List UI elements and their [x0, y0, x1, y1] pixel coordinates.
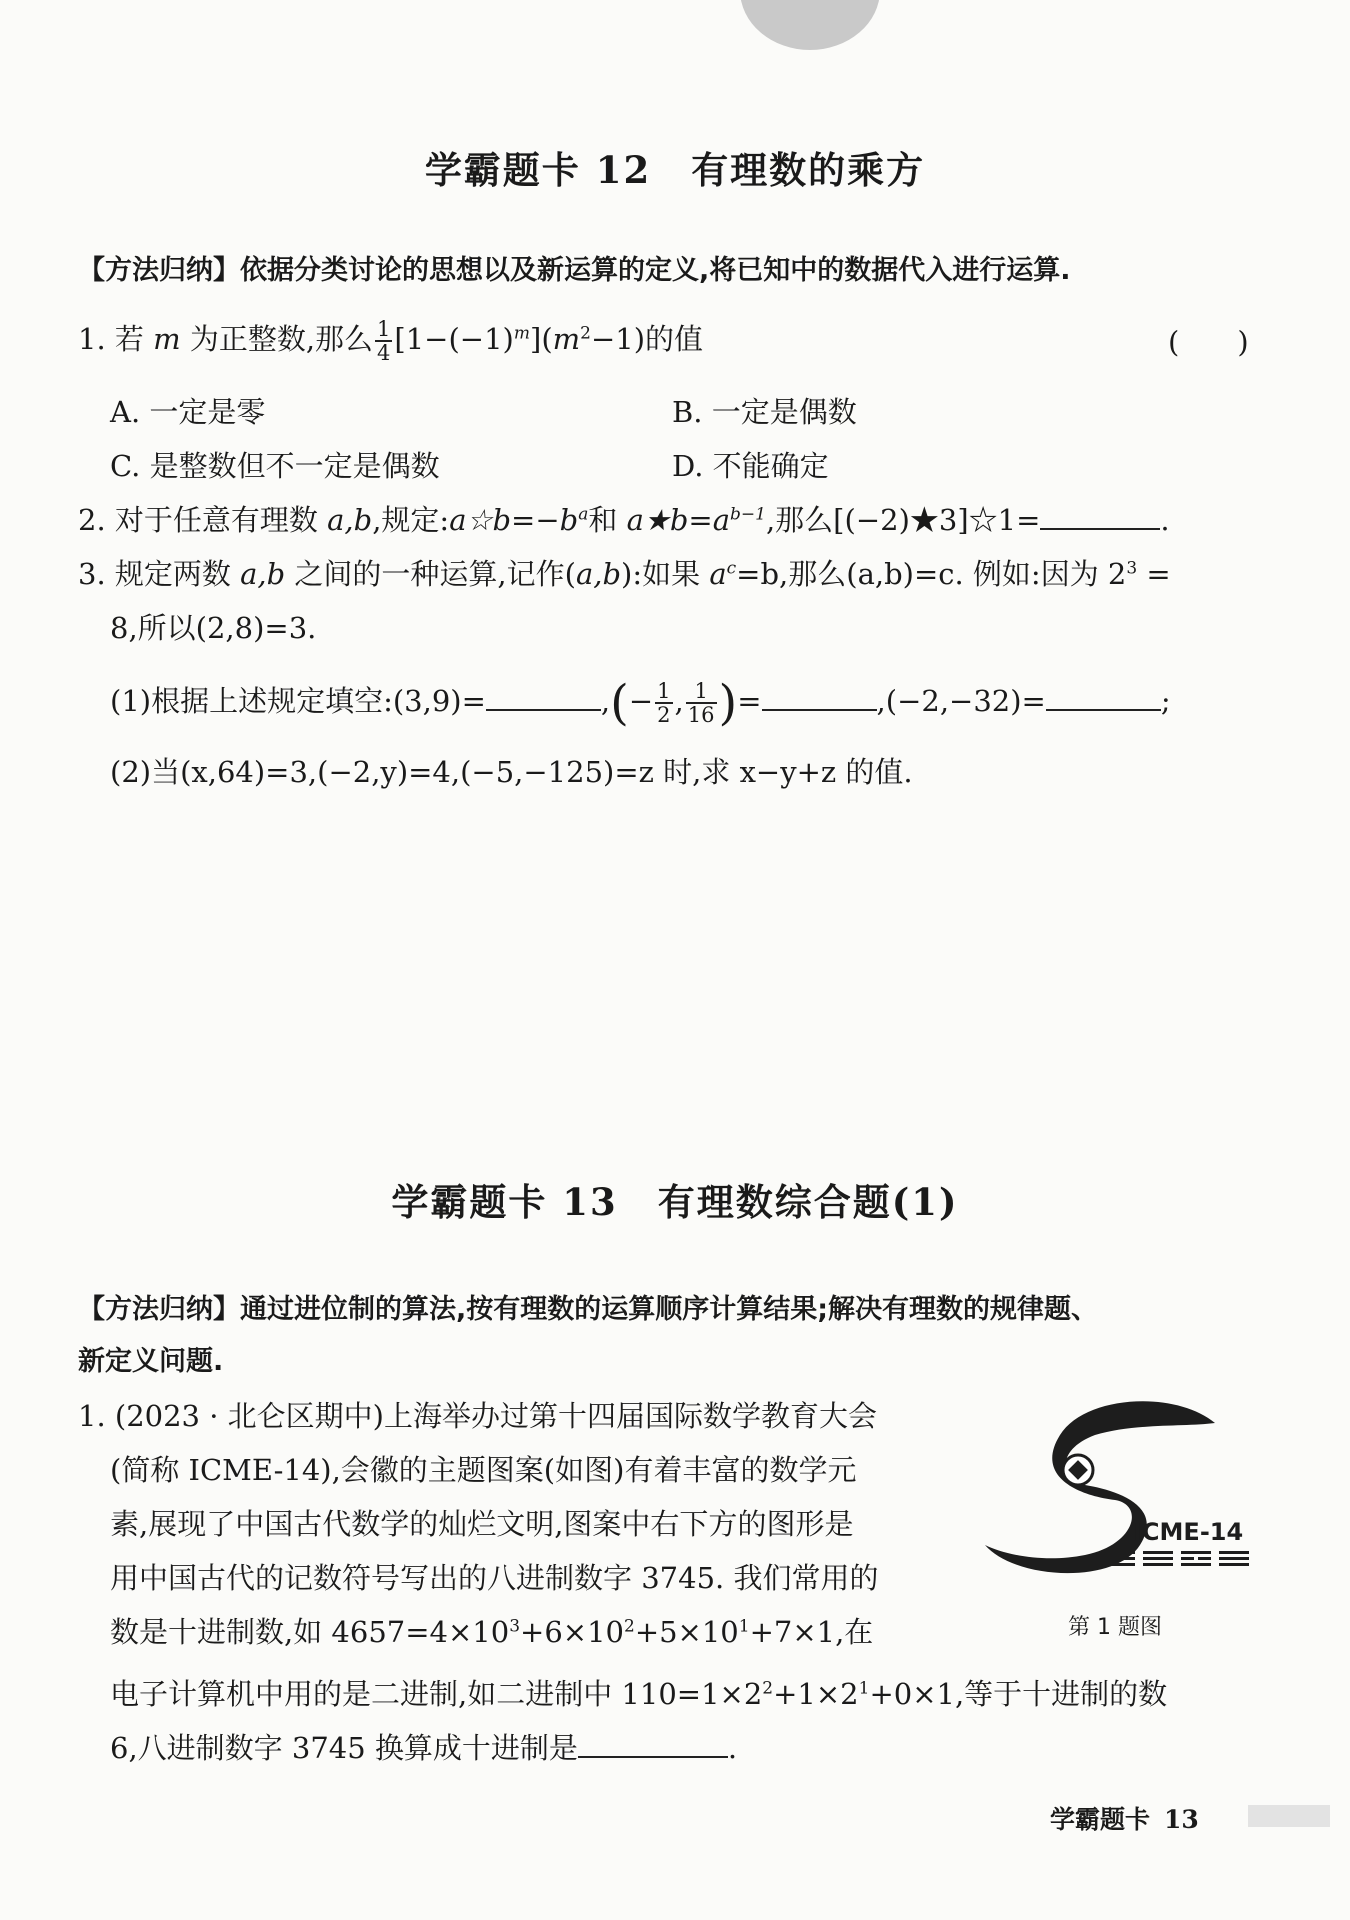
card13-method-line1: 【方法归纳】通过进位制的算法,按有理数的运算顺序计算结果;解决有理数的规律题、: [78, 1294, 1099, 1325]
option-a: A. 一定是零: [110, 395, 266, 429]
card13-title-sub: 有理数综合题(1): [657, 1180, 959, 1224]
fraction-half: $\frac{1}{2}$: [657, 679, 671, 727]
card13-q1-l1: 1. (2023 · 北仑区期中)上海举办过第十四届国际数学教育大会: [78, 1399, 877, 1433]
fraction-quarter: $\frac{1}{4}$: [377, 317, 391, 365]
card12-q3-line1: 3. 规定两数 a,b 之间的一种运算,记作(a,b):如果 $a^c=b$,那么(a,b)=c. 例如:因为 $2^3$ =: [78, 557, 1171, 591]
card12-title-sub: 有理数的乘方: [691, 148, 926, 192]
q1-answer-blank: [578, 1730, 728, 1758]
logo-swirl: [985, 1401, 1215, 1573]
page-footer: [1050, 1800, 1199, 1836]
card12-method: [78, 249, 1071, 291]
card13-q1-l2: (简称 ICME-14),会徽的主题图案(如图)有着丰富的数学元: [110, 1453, 857, 1487]
footer-decor-bar: [1248, 1805, 1330, 1827]
card13-method-line2: 新定义问题.: [78, 1346, 224, 1377]
card13-title: [0, 1172, 1350, 1226]
q2-answer-blank: [1040, 502, 1160, 530]
footer-label: 学霸题卡: [1050, 1805, 1151, 1834]
card13-q1-l4: 用中国古代的记数符号写出的八进制数字 3745. 我们常用的: [110, 1561, 879, 1595]
card12-q2: 2. 对于任意有理数 a,b,规定$:a☆b=-b^a$和 $a★b=a^{b-1}$,那么[(−2)★3]☆1= .: [78, 503, 1170, 537]
sub1-blank-1: [486, 683, 601, 711]
card13-q1-l5: 数是十进制数,如 $4657=4\times 10^3+6\times 10^2+5\times 10^1+7\times 1$,在: [110, 1615, 874, 1649]
option-c: C. 是整数但不一定是偶数: [110, 449, 440, 483]
fraction-sixteenth: $\frac{1}{16}$: [687, 679, 715, 727]
card12-q3-line2: 8,所以(2,8)=3.: [110, 611, 317, 645]
logo-text: ICME-14: [1133, 1518, 1244, 1546]
card12-title-main: 学霸题卡 12: [424, 148, 652, 192]
card13-q1-l3: 素,展现了中国古代数学的灿烂文明,图案中右下方的图形是: [110, 1507, 854, 1541]
card12-q3-sub2: (2)当(x,64)=3,(−2,y)=4,(−5,−125)=z 时,求 x−y+z 的值.: [110, 755, 913, 789]
icme14-logo-image: [965, 1395, 1265, 1585]
method-text: 依据分类讨论的思想以及新运算的定义,将已知中的数据代入进行运算.: [240, 255, 1071, 286]
sub1-blank-3: [1046, 683, 1161, 711]
page-edge-shadow: [740, 0, 880, 50]
answer-paren: ( ): [1168, 325, 1249, 359]
option-b: B. 一定是偶数: [672, 395, 857, 429]
method-tag: 【方法归纳】: [78, 255, 240, 286]
card13-q1-l7: 6,八进制数字 3745 换算成十进制是 .: [110, 1731, 738, 1765]
card12-q3-sub1: (1)根据上述规定填空:(3,9)= ,(− $\frac{1}{2}$ , $\frac{1}{16}$ )= ,(−2,−32)= ;: [110, 675, 1171, 731]
card13-q1-l6: 电子计算机中用的是二进制,如二进制中 $110=1\times 2^2+1\times 2^1+0\times 1$,等于十进制的数: [110, 1677, 1168, 1711]
figure-caption: 第 1 题图: [1068, 1615, 1162, 1640]
sub1-blank-2: [762, 683, 877, 711]
page-number: 13: [1164, 1805, 1199, 1834]
card13-title-main: 学霸题卡 13: [391, 1180, 618, 1224]
option-d: D. 不能确定: [672, 449, 829, 483]
card12-title: [0, 140, 1350, 194]
logo-counting-rods: [1105, 1551, 1249, 1566]
card12-q1-stem: 1. 若 m 为正整数,那么 $\frac{1}{4}$ $[1-(-1)^m](m^2-1)$的值: [78, 317, 704, 365]
